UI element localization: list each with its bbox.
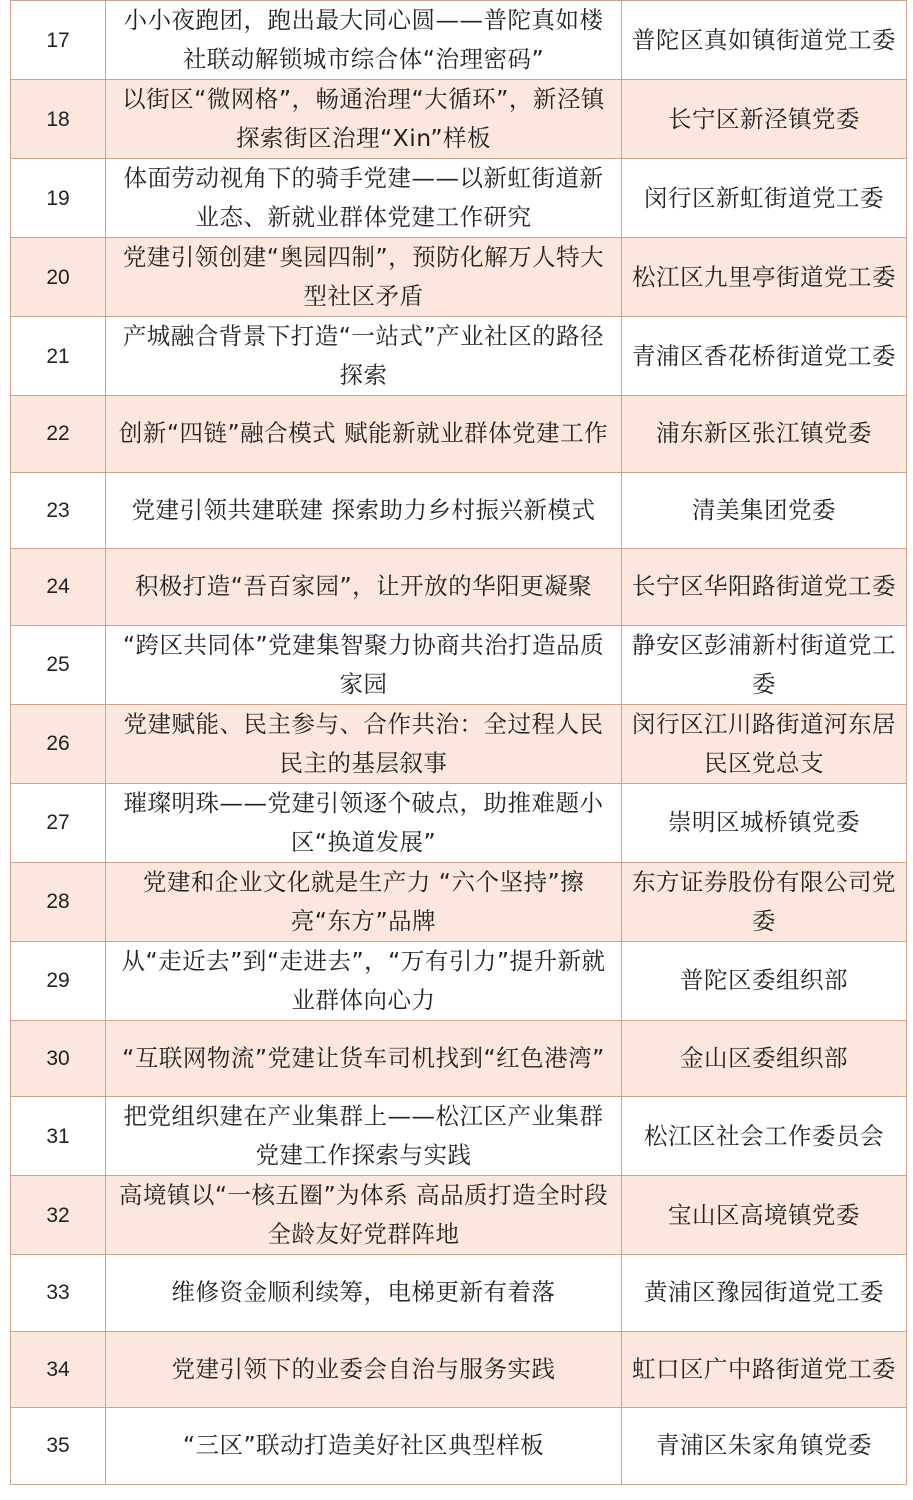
row-number: 32: [11, 1176, 106, 1255]
submitting-unit: 松江区社会工作委员会: [622, 1097, 907, 1176]
submitting-unit: 普陀区委组织部: [622, 941, 907, 1020]
row-number: 27: [11, 783, 106, 862]
case-title: “互联网物流”党建让货车司机找到“红色港湾”: [106, 1020, 622, 1097]
case-title: 把党组织建在产业集群上——松江区产业集群党建工作探索与实践: [106, 1097, 622, 1176]
row-number: 35: [11, 1408, 106, 1485]
table-row: [11, 704, 907, 783]
table-row: [11, 549, 907, 626]
case-list-table-container: [10, 0, 906, 1485]
row-number: 23: [11, 472, 106, 549]
submitting-unit: 长宁区华阳路街道党工委: [622, 549, 907, 626]
row-number: 29: [11, 941, 106, 1020]
table-row: [11, 783, 907, 862]
case-title: 创新“四链”融合模式 赋能新就业群体党建工作: [106, 396, 622, 473]
case-title: 璀璨明珠——党建引领逐个破点，助推难题小区“换道发展”: [106, 783, 622, 862]
row-number: 26: [11, 704, 106, 783]
submitting-unit: 静安区彭浦新村街道党工委: [622, 625, 907, 704]
table-row: [11, 941, 907, 1020]
row-number: 19: [11, 159, 106, 238]
row-number: 31: [11, 1097, 106, 1176]
submitting-unit: 松江区九里亭街道党工委: [622, 238, 907, 317]
row-number: 25: [11, 625, 106, 704]
table-row: [11, 1020, 907, 1097]
case-title: 党建引领共建联建 探索助力乡村振兴新模式: [106, 472, 622, 549]
row-number: 21: [11, 317, 106, 396]
table-row: [11, 238, 907, 317]
submitting-unit: 长宁区新泾镇党委: [622, 80, 907, 159]
table-row: [11, 1097, 907, 1176]
case-list-table: [10, 0, 907, 1485]
submitting-unit: 黄浦区豫园街道党工委: [622, 1255, 907, 1332]
table-row: [11, 317, 907, 396]
table-row: [11, 472, 907, 549]
row-number: 24: [11, 549, 106, 626]
row-number: 30: [11, 1020, 106, 1097]
table-row: [11, 1331, 907, 1408]
submitting-unit: 浦东新区张江镇党委: [622, 396, 907, 473]
table-row: [11, 396, 907, 473]
submitting-unit: 闵行区新虹街道党工委: [622, 159, 907, 238]
case-title: 高境镇以“一核五圈”为体系 高品质打造全时段全龄友好党群阵地: [106, 1176, 622, 1255]
submitting-unit: 青浦区朱家角镇党委: [622, 1408, 907, 1485]
table-row: [11, 80, 907, 159]
row-number: 18: [11, 80, 106, 159]
case-title: 积极打造“吾百家园”，让开放的华阳更凝聚: [106, 549, 622, 626]
case-title: 产城融合背景下打造“一站式”产业社区的路径探索: [106, 317, 622, 396]
table-row: [11, 1176, 907, 1255]
submitting-unit: 崇明区城桥镇党委: [622, 783, 907, 862]
table-row: [11, 862, 907, 941]
table-row: [11, 625, 907, 704]
case-title: 体面劳动视角下的骑手党建——以新虹街道新业态、新就业群体党建工作研究: [106, 159, 622, 238]
table-body: [11, 1, 907, 1485]
submitting-unit: 金山区委组织部: [622, 1020, 907, 1097]
table-row: [11, 1, 907, 80]
case-title: “跨区共同体”党建集智聚力协商共治打造品质家园: [106, 625, 622, 704]
row-number: 22: [11, 396, 106, 473]
case-title: 维修资金顺利续筹，电梯更新有着落: [106, 1255, 622, 1332]
table-row: [11, 1408, 907, 1485]
submitting-unit: 虹口区广中路街道党工委: [622, 1331, 907, 1408]
case-title: 党建和企业文化就是生产力 “六个坚持”擦亮“东方”品牌: [106, 862, 622, 941]
submitting-unit: 闵行区江川路街道河东居民区党总支: [622, 704, 907, 783]
row-number: 20: [11, 238, 106, 317]
case-title: 党建赋能、民主参与、合作共治：全过程人民民主的基层叙事: [106, 704, 622, 783]
row-number: 33: [11, 1255, 106, 1332]
case-title: 以街区“微网格”，畅通治理“大循环”，新泾镇探索街区治理“Xin”样板: [106, 80, 622, 159]
row-number: 17: [11, 1, 106, 80]
table-row: [11, 1255, 907, 1332]
case-title: 小小夜跑团，跑出最大同心圆——普陀真如楼社联动解锁城市综合体“治理密码”: [106, 1, 622, 80]
case-title: 从“走近去”到“走进去”，“万有引力”提升新就业群体向心力: [106, 941, 622, 1020]
submitting-unit: 普陀区真如镇街道党工委: [622, 1, 907, 80]
submitting-unit: 青浦区香花桥街道党工委: [622, 317, 907, 396]
case-title: 党建引领下的业委会自治与服务实践: [106, 1331, 622, 1408]
table-row: [11, 159, 907, 238]
case-title: “三区”联动打造美好社区典型样板: [106, 1408, 622, 1485]
submitting-unit: 宝山区高境镇党委: [622, 1176, 907, 1255]
submitting-unit: 东方证券股份有限公司党委: [622, 862, 907, 941]
case-title: 党建引领创建“奥园四制”，预防化解万人特大型社区矛盾: [106, 238, 622, 317]
row-number: 28: [11, 862, 106, 941]
submitting-unit: 清美集团党委: [622, 472, 907, 549]
row-number: 34: [11, 1331, 106, 1408]
